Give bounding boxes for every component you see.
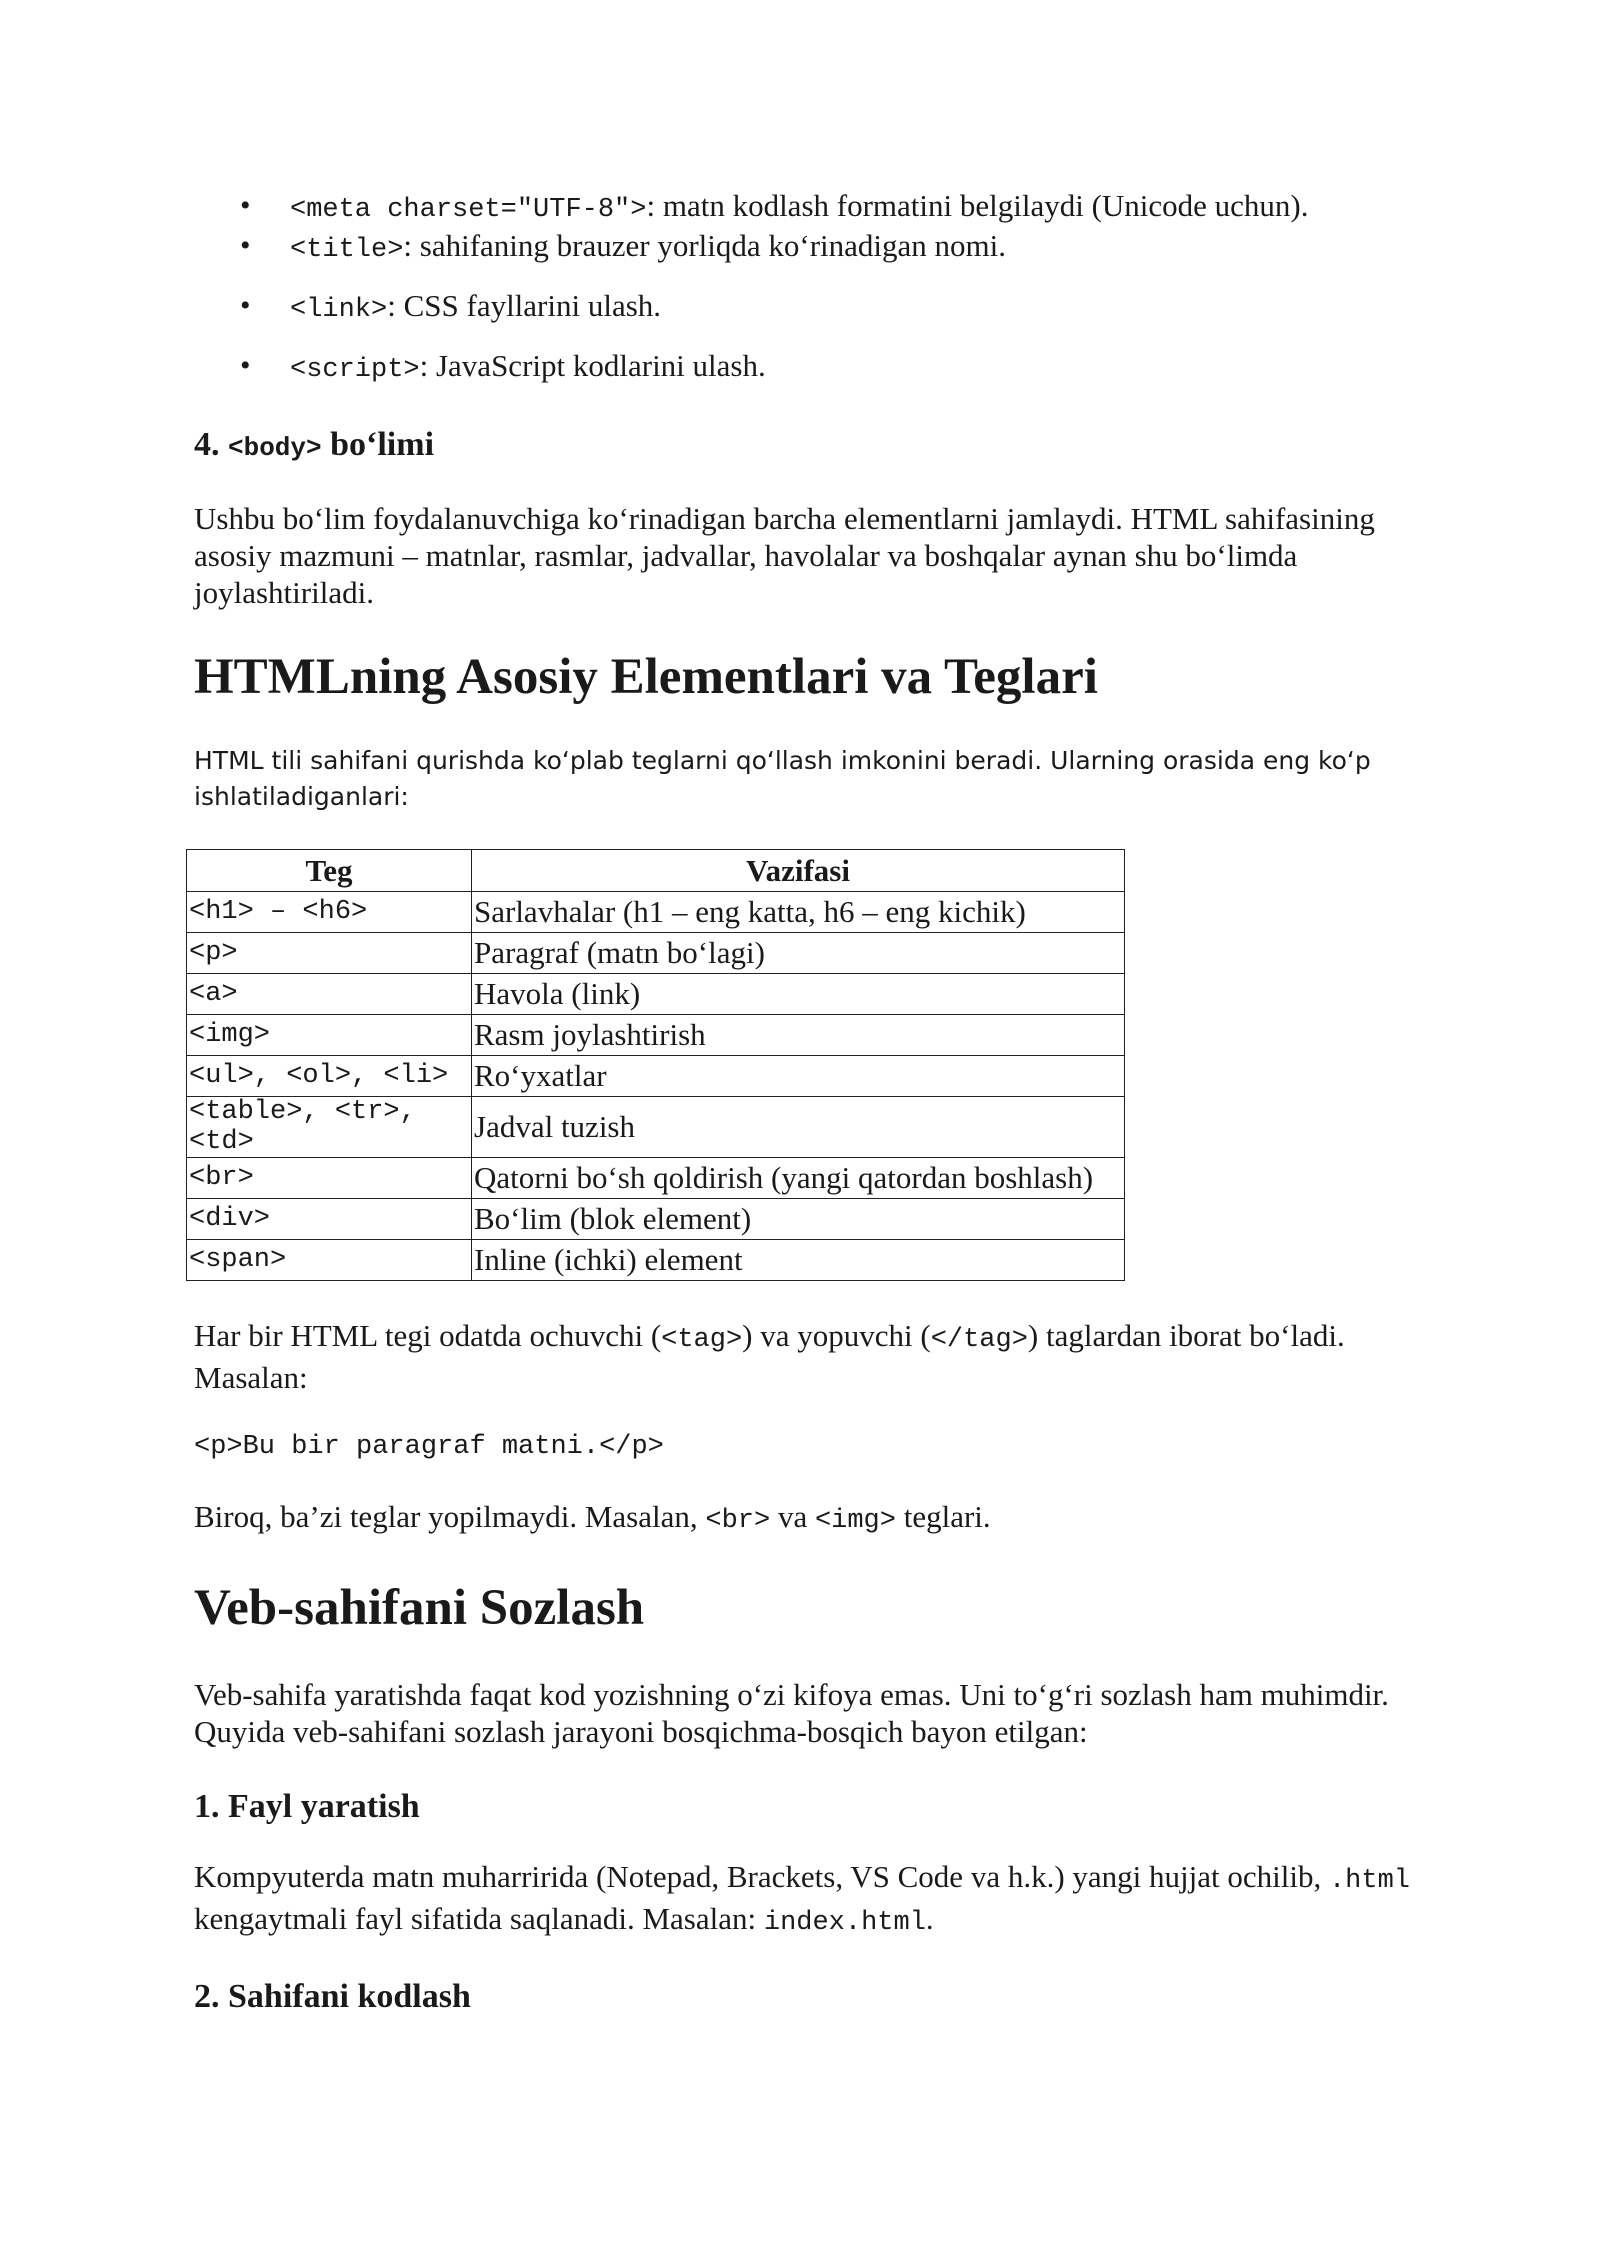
tag-cell: <p>	[187, 933, 472, 974]
bullet-icon: •	[240, 289, 251, 322]
description-cell: Paragraf (matn bo‘lagi)	[472, 933, 1125, 974]
body-section-heading: 4. <body> bo‘limi	[194, 426, 435, 463]
table-row	[187, 892, 1125, 933]
step1-paragraph: Kompyuterda matn muharririda (Notepad, Brackets, VS Code va h.k.) yangi hujjat ochilib, .html kengaytmali fayl sifatida saqlanadi. Masalan: index.html.	[194, 1859, 1410, 1938]
tag-cell: <img>	[187, 1015, 472, 1056]
elements-section-heading: HTMLning Asosiy Elementlari va Teglari	[194, 649, 1098, 705]
bullet-icon: •	[240, 349, 251, 382]
inline-code: <tag>	[661, 1325, 743, 1355]
table-row	[187, 1199, 1125, 1240]
step1-heading: 1. Fayl yaratish	[194, 1788, 420, 1825]
tag-cell: <table>, <tr>, <td>	[187, 1097, 472, 1158]
description-cell: Bo‘lim (blok element)	[472, 1199, 1125, 1240]
table-row	[187, 1240, 1125, 1281]
table-row	[187, 974, 1125, 1015]
inline-code: <body>	[228, 433, 322, 463]
inline-code: index.html	[763, 1908, 926, 1938]
list-item	[194, 226, 1414, 266]
inline-code: <br>	[705, 1506, 771, 1536]
description-cell: Jadval tuzish	[472, 1097, 1125, 1158]
table-header-cell: Vazifasi	[472, 850, 1125, 892]
setup-section-heading: Veb-sahifani Sozlash	[194, 1580, 645, 1636]
list-item-text: : JavaScript kodlarini ulash.	[419, 348, 766, 383]
tag-structure-paragraph: Har bir HTML tegi odatda ochuvchi (<tag>) va yopuvchi (</tag>) taglardan iborat bo‘ladi. Masalan:	[194, 1318, 1345, 1395]
bullet-icon: •	[240, 229, 251, 262]
table-row	[187, 1097, 1125, 1158]
table-row	[187, 1158, 1125, 1199]
description-cell: Rasm joylashtirish	[472, 1015, 1125, 1056]
inline-code: <script>	[290, 355, 420, 385]
description-cell: Inline (ichki) element	[472, 1240, 1125, 1281]
setup-intro: Veb-sahifa yaratishda faqat kod yozishning o‘zi kifoya emas. Uni to‘g‘ri sozlash ham muhimdir. Quyida veb-sahifani sozlash jarayoni bosqichma-bosqich bayon etilgan:	[194, 1677, 1389, 1749]
description-cell: Qatorni bo‘sh qoldirish (yangi qatordan boshlash)	[472, 1158, 1125, 1199]
body-section-paragraph: Ushbu bo‘lim foydalanuvchiga ko‘rinadigan barcha elementlarni jamlaydi. HTML sahifasining asosiy mazmuni – matnlar, rasmlar, jadvallar, havolalar va boshqalar aynan shu bo‘limda joylashtiriladi.	[194, 501, 1375, 610]
tag-cell: <h1> – <h6>	[187, 892, 472, 933]
tag-cell: <a>	[187, 974, 472, 1015]
description-cell: Ro‘yxatlar	[472, 1056, 1125, 1097]
description-cell: Sarlavhalar (h1 – eng katta, h6 – eng kichik)	[472, 892, 1125, 933]
inline-code: <meta charset="UTF-8">	[290, 195, 647, 225]
table-row	[187, 933, 1125, 974]
table-header-cell: Teg	[187, 850, 472, 892]
inline-code: .html	[1328, 1866, 1410, 1896]
list-item-text: : sahifaning brauzer yorliqda ko‘rinadigan nomi.	[403, 228, 1007, 263]
tag-cell: <div>	[187, 1199, 472, 1240]
inline-code: </tag>	[930, 1325, 1028, 1355]
description-cell: Havola (link)	[472, 974, 1125, 1015]
tag-cell: <ul>, <ol>, <li>	[187, 1056, 472, 1097]
code-example: <p>Bu bir paragraf matni.</p>	[194, 1432, 664, 1462]
self-closing-paragraph: Biroq, ba’zi teglar yopilmaydi. Masalan, <br> va <img> teglari.	[194, 1499, 991, 1536]
list-item	[194, 346, 1414, 386]
tag-cell: <br>	[187, 1158, 472, 1199]
inline-code: <title>	[290, 235, 404, 265]
head-tags-list	[194, 186, 1414, 386]
document-content	[189, 186, 1414, 2016]
table-row	[187, 1015, 1125, 1056]
table-header-row	[187, 850, 1125, 892]
step2-heading: 2. Sahifani kodlash	[194, 1978, 471, 2015]
bullet-icon: •	[240, 189, 251, 222]
tag-cell: <span>	[187, 1240, 472, 1281]
table-row	[187, 1056, 1125, 1097]
list-item-text: : matn kodlash formatini belgilaydi (Unicode uchun).	[646, 188, 1309, 223]
list-item	[194, 286, 1414, 326]
inline-code: <link>	[290, 295, 388, 325]
elements-intro: HTML tili sahifani qurishda ko‘plab teglarni qo‘llash imkonini beradi. Ularning orasida eng ko‘p ishlatiladiganlari:	[194, 746, 1371, 811]
tags-table	[186, 849, 1125, 1281]
list-item	[194, 186, 1414, 226]
inline-code: <img>	[814, 1506, 896, 1536]
list-item-text: : CSS fayllarini ulash.	[387, 288, 662, 323]
